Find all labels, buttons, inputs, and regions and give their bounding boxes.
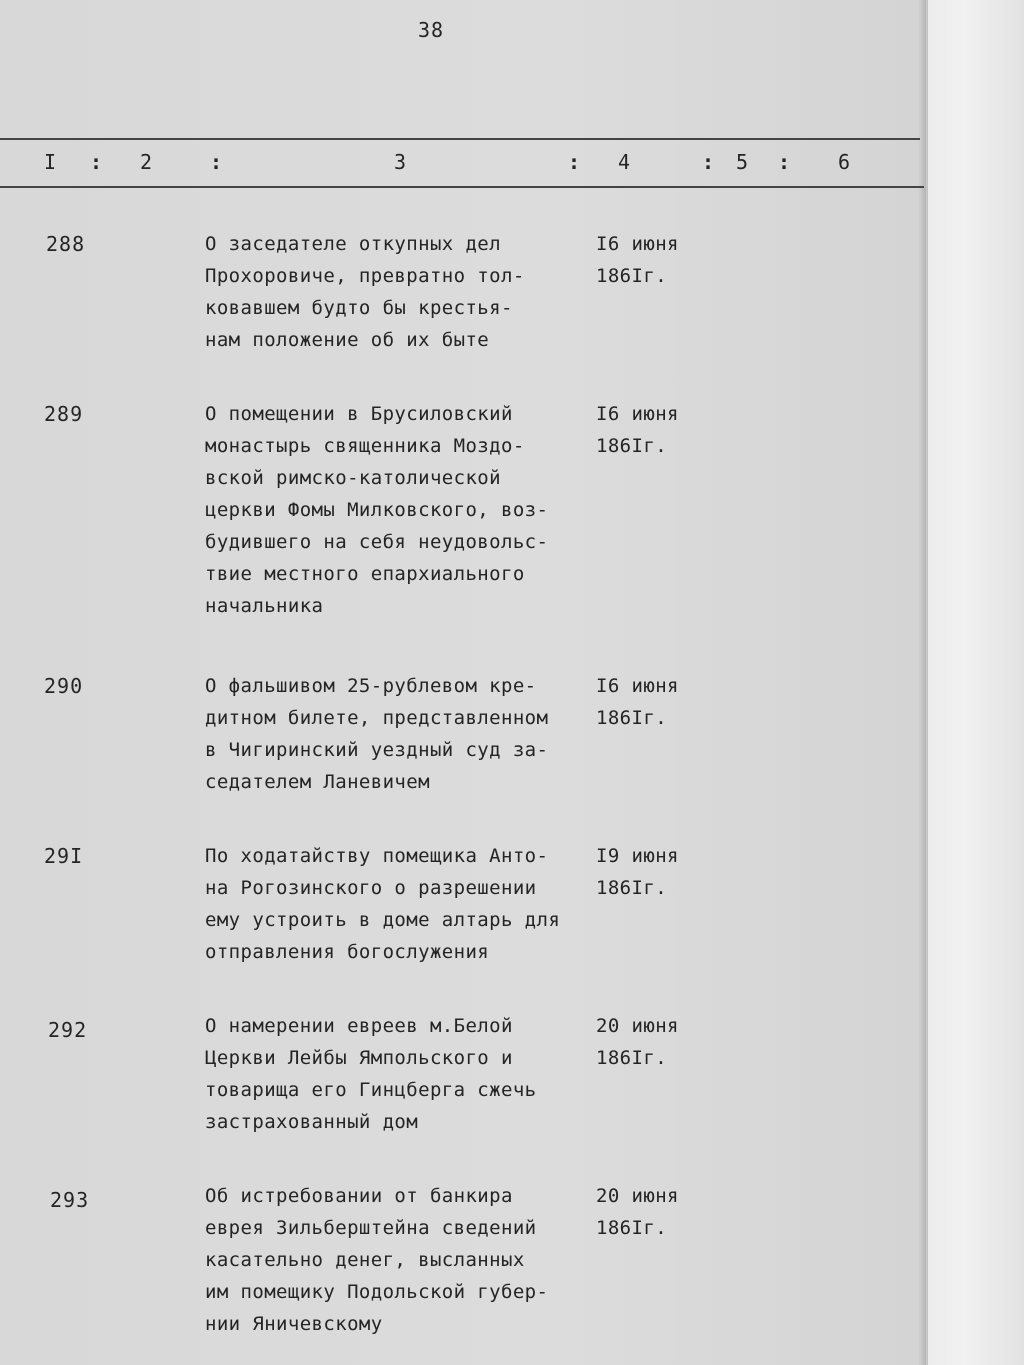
entry-text: Об истребовании от банкира еврея Зильберштейна сведений касательно денег, высланных им помещику Подольской губер- нии Яничевскому <box>205 1185 549 1335</box>
entry-date: 20 июня 186Iг. <box>596 1015 679 1069</box>
entry-date: I6 июня 186Iг. <box>596 233 679 287</box>
column-separator: : <box>702 150 715 174</box>
column-separator: : <box>90 150 103 174</box>
entry-text: О намерении евреев м.Белой Церкви Лейбы Ямпольского и товарища его Гинцберга сжечь застрахованный дом <box>205 1015 537 1133</box>
entry-number: 29I <box>44 844 84 868</box>
column-header-1: I <box>44 150 57 174</box>
entry-text: По ходатайству помещика Анто- на Рогозинского о разрешении ему устроить в доме алтарь для отправления богослужения <box>205 845 561 963</box>
entry-date: I6 июня 186Iг. <box>596 675 679 729</box>
entry-text: О помещении в Брусиловский монастырь священника Моздо- вской римско-католической церкви Фомы Милковского, воз- будившего на себя неудовольс- твие местного епархиального начальника <box>205 403 549 617</box>
column-separator: : <box>210 150 223 174</box>
entry-number: 288 <box>46 232 86 256</box>
header-top-rule <box>0 138 920 140</box>
column-header-2: 2 <box>140 150 153 174</box>
column-separator: : <box>778 150 791 174</box>
adjacent-sheet <box>926 0 1024 1365</box>
column-header-5: 5 <box>736 150 749 174</box>
column-header-4: 4 <box>618 150 631 174</box>
entry-date: 20 июня 186Iг. <box>596 1185 679 1239</box>
entry-text: О заседателе откупных дел Прохоровиче, превратно тол- ковавшем будто бы крестья- нам положение об их быте <box>205 233 525 351</box>
column-header-3: 3 <box>394 150 407 174</box>
page-edge-shadow <box>918 0 928 1365</box>
page-number: 38 <box>418 18 445 42</box>
column-header-6: 6 <box>838 150 851 174</box>
entry-number: 292 <box>48 1018 88 1042</box>
header-bottom-rule <box>0 186 924 188</box>
entry-number: 293 <box>50 1188 90 1212</box>
column-separator: : <box>568 150 581 174</box>
entry-date: I9 июня 186Iг. <box>596 845 679 899</box>
entry-date: I6 июня 186Iг. <box>596 403 679 457</box>
entry-number: 289 <box>44 402 84 426</box>
entry-number: 290 <box>44 674 84 698</box>
entry-text: О фальшивом 25-рублевом кре- дитном билете, представленном в Чигиринский уездный суд за- седателем Ланевичем <box>205 675 549 793</box>
